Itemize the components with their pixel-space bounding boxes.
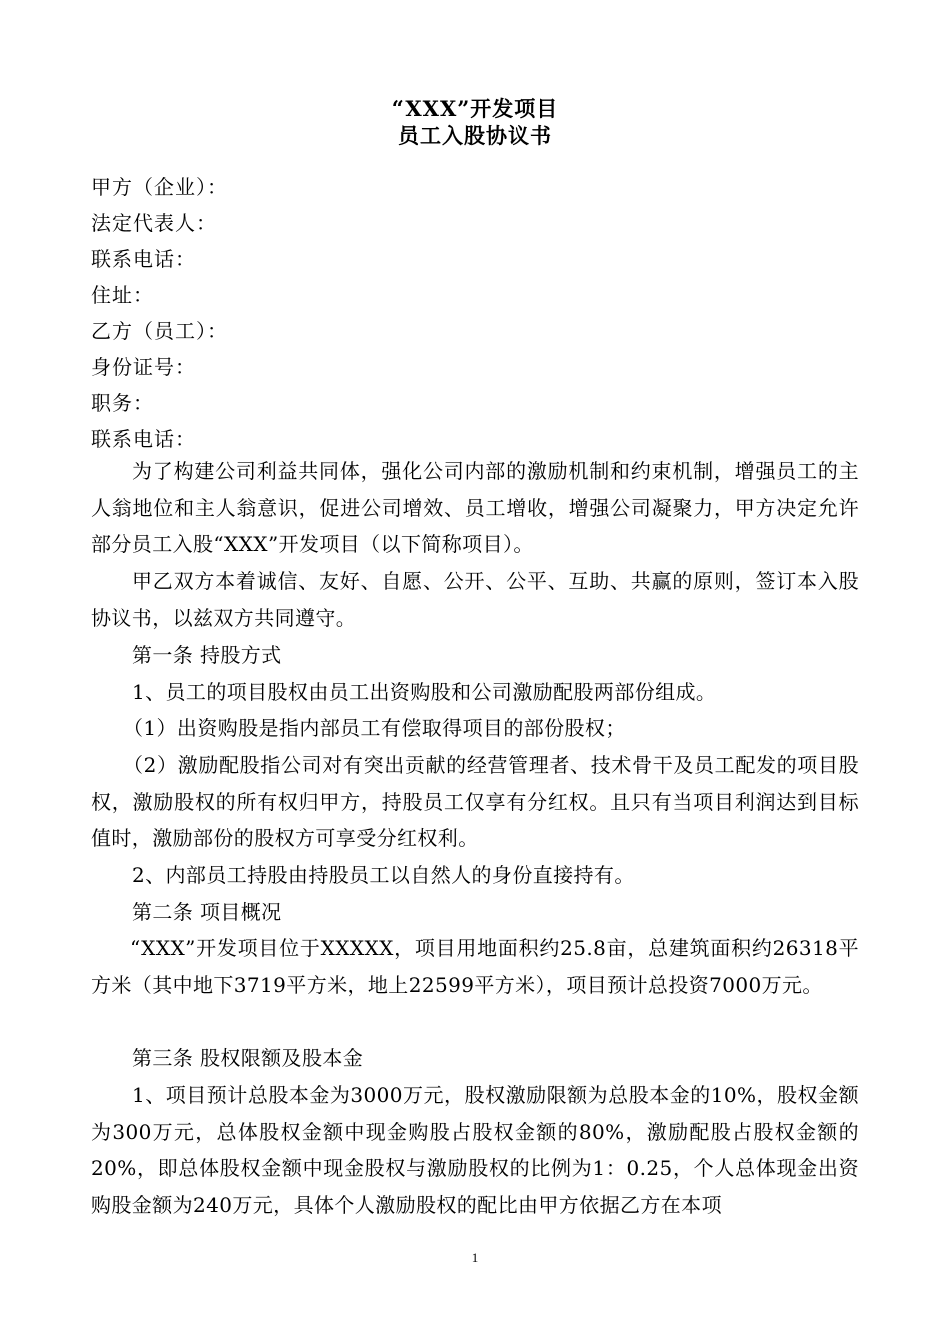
intro-paragraph-2: 甲乙双方本着诚信、友好、自愿、公开、公平、互助、共赢的原则，签订本入股协议书，以兹双方共同遵守。 <box>91 569 859 630</box>
article3-heading: 第三条 股权限额及股本金 <box>132 1046 364 1070</box>
article2-heading: 第二条 项目概况 <box>132 900 282 924</box>
field-party-a: 甲方（企业）： <box>91 175 228 199</box>
article1-sub2: （2）激励配股指公司对有突出贡献的经营管理者、技术骨干及员工配发的项目股权，激励股权的所有权归甲方，持股员工仅享有分红权。且只有当项目利润达到目标值时，激励部份的股权方可享受分红权利。 <box>91 753 859 851</box>
article1-sub1: （1）出资购股是指内部员工有偿取得项目的部份股权； <box>123 716 626 740</box>
field-phone-b: 联系电话： <box>91 427 196 451</box>
field-legal-representative: 法定代表人： <box>91 211 217 235</box>
field-position: 职务： <box>91 391 154 415</box>
article2-body: “XXX”开发项目位于XXXXX，项目用地面积约25.8亩，总建筑面积约26318平方米（其中地下3719平方米，地上22599平方米），项目预计总投资7000万元。 <box>91 936 859 997</box>
page-number: 1 <box>471 1250 479 1265</box>
field-address: 住址： <box>91 283 154 307</box>
article1-item2: 2、内部员工持股由持股员工以自然人的身份直接持有。 <box>132 863 635 887</box>
article3-body: 1、项目预计总股本金为3000万元，股权激励限额为总股本金的10%，股权金额为300万元，总体股权金额中现金购股占股权金额的80%，激励配股占股权金额的20%，即总体股权金额中现金股权与激励股权的比例为1：0.25，个人总体现金出资购股金额为240万元，具体个人激励股权的配比由甲方依据乙方在本项 <box>91 1083 859 1217</box>
intro-paragraph-1: 为了构建公司利益共同体，强化公司内部的激励机制和约束机制，增强员工的主人翁地位和主人翁意识，促进公司增效、员工增收，增强公司凝聚力，甲方决定允许部分员工入股“XXX”开发项目（以下简称项目）。 <box>91 459 859 557</box>
field-id-number: 身份证号： <box>91 355 196 379</box>
document-title-line2: 员工入股协议书 <box>398 123 552 148</box>
field-party-b: 乙方（员工）： <box>91 319 228 343</box>
document-title-line1: “XXX”开发项目 <box>391 96 559 121</box>
article1-item1: 1、员工的项目股权由员工出资购股和公司激励配股两部份组成。 <box>132 680 717 704</box>
field-phone-a: 联系电话： <box>91 247 196 271</box>
article1-heading: 第一条 持股方式 <box>132 643 282 667</box>
